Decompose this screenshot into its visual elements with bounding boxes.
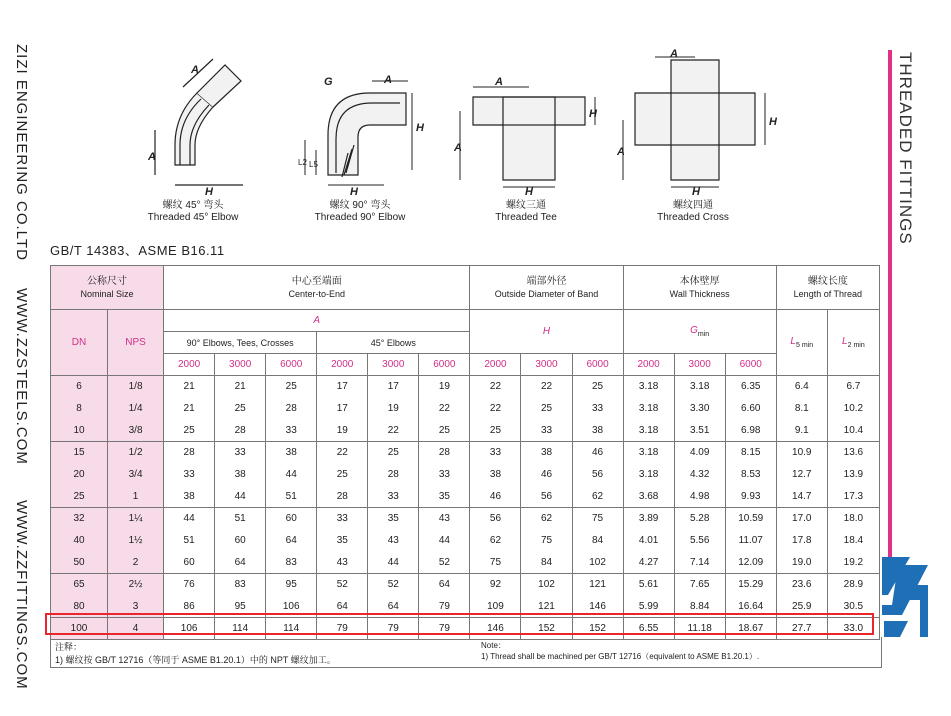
- table-cell: 38: [521, 442, 572, 464]
- table-cell: 38: [215, 464, 266, 486]
- table-cell: 121: [521, 596, 572, 618]
- table-cell: 28: [215, 420, 266, 442]
- table-cell: 19: [419, 376, 470, 398]
- elbows-45-header: 45° Elbows: [317, 332, 470, 354]
- table-cell: 33: [215, 442, 266, 464]
- table-cell: 3.18: [623, 420, 674, 442]
- website-steels-vertical: WWW.ZZSTEELS.COM: [13, 288, 30, 465]
- table-cell: 52: [419, 552, 470, 574]
- table-cell: 3.18: [623, 376, 674, 398]
- nps-cell: 1½: [108, 530, 164, 552]
- website-fittings-vertical: WWW.ZZFITTINGS.COM: [13, 500, 30, 690]
- table-row: [51, 398, 880, 420]
- center-to-end-header: [164, 266, 470, 310]
- dn-cell: 65: [51, 574, 108, 596]
- header-en: Nominal Size: [80, 288, 134, 299]
- table-cell: 17.8: [776, 530, 827, 552]
- cross-drawing: [615, 45, 785, 198]
- table-cell: 17: [317, 398, 368, 420]
- table-cell: 17.3: [827, 486, 879, 508]
- table-cell: 6.60: [725, 398, 776, 420]
- nps-header: NPS: [108, 310, 164, 376]
- svg-text:H: H: [350, 186, 358, 198]
- table-row: [51, 442, 880, 464]
- table-cell: 35: [317, 530, 368, 552]
- table-cell: 60: [164, 552, 215, 574]
- table-row: [51, 486, 880, 508]
- table-cell: 28: [266, 398, 317, 420]
- table-cell: 33: [368, 486, 419, 508]
- table-cell: 62: [572, 486, 623, 508]
- table-cell: 22: [470, 398, 521, 420]
- table-cell: 64: [419, 574, 470, 596]
- caption-elbow-90: [290, 200, 430, 224]
- symbol-g-letter: G: [690, 325, 698, 336]
- table-cell: 56: [470, 508, 521, 530]
- table-row: [51, 464, 880, 486]
- table-cell: 19: [368, 398, 419, 420]
- svg-text:H: H: [769, 116, 777, 128]
- svg-text:A: A: [148, 151, 156, 163]
- table-cell: 7.65: [674, 574, 725, 596]
- table-cell: 10.9: [776, 442, 827, 464]
- note-en: [481, 640, 759, 662]
- header-cn: 螺纹长度: [807, 275, 848, 287]
- table-cell: 79: [368, 618, 419, 640]
- header-cn: 中心至端面: [291, 275, 342, 287]
- table-cell: 10.59: [725, 508, 776, 530]
- table-cell: 102: [521, 574, 572, 596]
- page-title: THREADED FITTINGS: [896, 52, 915, 245]
- table-cell: 10.2: [827, 398, 879, 420]
- svg-text:A: A: [454, 142, 462, 154]
- caption-en: Threaded 90° Elbow: [314, 212, 406, 223]
- table-cell: 4.27: [623, 552, 674, 574]
- nps-cell: 3/8: [108, 420, 164, 442]
- nps-cell: 3/4: [108, 464, 164, 486]
- table-cell: 3.30: [674, 398, 725, 420]
- pressure-class-cell: 3000: [521, 354, 572, 376]
- table-cell: 76: [164, 574, 215, 596]
- company-name-vertical: ZIZI ENGINEERING CO.LTD: [13, 44, 30, 261]
- svg-text:G: G: [324, 76, 333, 88]
- table-cell: 21: [164, 398, 215, 420]
- table-cell: 5.99: [623, 596, 674, 618]
- symbol-g: [623, 310, 776, 354]
- svg-text:A: A: [670, 48, 678, 60]
- table-cell: 114: [266, 618, 317, 640]
- table-cell: 25: [368, 442, 419, 464]
- table-cell: 8.15: [725, 442, 776, 464]
- table-cell: 19.0: [776, 552, 827, 574]
- table-cell: 25: [164, 420, 215, 442]
- svg-text:A: A: [495, 76, 503, 88]
- table-cell: 28: [317, 486, 368, 508]
- pressure-class-cell: 3000: [674, 354, 725, 376]
- note-cn: [55, 640, 336, 666]
- table-cell: 83: [215, 574, 266, 596]
- table-cell: 28: [164, 442, 215, 464]
- table-cell: 146: [572, 596, 623, 618]
- nps-cell: 3: [108, 596, 164, 618]
- symbol-h: H: [470, 310, 623, 354]
- table-cell: 9.1: [776, 420, 827, 442]
- table-cell: 22: [470, 376, 521, 398]
- table-cell: 4.98: [674, 486, 725, 508]
- table-cell: 3.51: [674, 420, 725, 442]
- pressure-class-cell: 2000: [164, 354, 215, 376]
- table-cell: 121: [572, 574, 623, 596]
- table-cell: 52: [317, 574, 368, 596]
- dn-cell: 100: [51, 618, 108, 640]
- svg-text:A: A: [617, 146, 625, 158]
- table-cell: 8.53: [725, 464, 776, 486]
- table-cell: 33: [419, 464, 470, 486]
- table-cell: 12.7: [776, 464, 827, 486]
- table-cell: 51: [164, 530, 215, 552]
- table-cell: 35: [368, 508, 419, 530]
- svg-text:L5: L5: [309, 160, 318, 169]
- svg-text:H: H: [416, 122, 424, 134]
- table-cell: 21: [215, 376, 266, 398]
- header-en: Wall Thickness: [669, 288, 730, 299]
- table-cell: 3.68: [623, 486, 674, 508]
- table-cell: 6.98: [725, 420, 776, 442]
- caption-elbow-45: [123, 200, 263, 224]
- table-cell: 46: [572, 442, 623, 464]
- table-cell: 79: [419, 618, 470, 640]
- table-cell: 109: [470, 596, 521, 618]
- table-cell: 27.7: [776, 618, 827, 640]
- table-row: [51, 530, 880, 552]
- tee-drawing: [454, 45, 605, 198]
- header-en: Length of Thread: [793, 288, 863, 299]
- table-cell: 51: [266, 486, 317, 508]
- caption-tee: [456, 200, 596, 224]
- caption-cn: 螺纹 45° 弯头: [162, 200, 224, 211]
- table-cell: 5.61: [623, 574, 674, 596]
- caption-cn: 螺纹三通: [506, 200, 546, 211]
- svg-text:H: H: [692, 186, 700, 198]
- table-row: [51, 552, 880, 574]
- table-cell: 11.07: [725, 530, 776, 552]
- note-cn-text: 1) 螺纹按 GB/T 12716（等同于 ASME B1.20.1）中的 NPT 螺纹加工。: [55, 655, 336, 665]
- table-cell: 11.18: [674, 618, 725, 640]
- table-cell: 8.1: [776, 398, 827, 420]
- table-cell: 79: [317, 618, 368, 640]
- table-cell: 102: [572, 552, 623, 574]
- table-cell: 25: [419, 420, 470, 442]
- svg-text:H: H: [205, 186, 213, 198]
- pressure-class-cell: 6000: [419, 354, 470, 376]
- table-cell: 28: [368, 464, 419, 486]
- symbol-g-sub: min: [697, 331, 710, 338]
- table-cell: 44: [368, 552, 419, 574]
- dn-cell: 50: [51, 552, 108, 574]
- table-cell: 33: [164, 464, 215, 486]
- table-cell: 19: [317, 420, 368, 442]
- table-cell: 75: [470, 552, 521, 574]
- note-en-text: 1) Thread shall be machined per GB/T 12716（equivalent to ASME B1.20.1）.: [481, 652, 760, 661]
- thread-length-header: [776, 266, 879, 310]
- table-cell: 13.6: [827, 442, 879, 464]
- table-cell: 92: [470, 574, 521, 596]
- table-cell: 46: [470, 486, 521, 508]
- table-cell: 60: [266, 508, 317, 530]
- accent-bar: [888, 50, 892, 565]
- nps-cell: 1/8: [108, 376, 164, 398]
- pressure-class-cell: 6000: [572, 354, 623, 376]
- symbol-l5-letter: L: [790, 336, 796, 347]
- table-cell: 22: [419, 398, 470, 420]
- table-cell: 114: [215, 618, 266, 640]
- table-cell: 30.5: [827, 596, 879, 618]
- table-cell: 62: [470, 530, 521, 552]
- spec-table: [50, 265, 880, 640]
- table-cell: 9.93: [725, 486, 776, 508]
- table-cell: 44: [419, 530, 470, 552]
- table-cell: 6.35: [725, 376, 776, 398]
- symbol-l2-sub: 2 min: [847, 342, 865, 349]
- table-cell: 60: [215, 530, 266, 552]
- table-cell: 25: [521, 398, 572, 420]
- table-cell: 38: [164, 486, 215, 508]
- note-en-title: Note：: [481, 641, 506, 650]
- table-cell: 33: [470, 442, 521, 464]
- table-cell: 3.18: [623, 464, 674, 486]
- pressure-class-cell: 6000: [266, 354, 317, 376]
- caption-cross: [623, 200, 763, 224]
- caption-en: Threaded Cross: [657, 212, 729, 223]
- pressure-class-cell: 2000: [317, 354, 368, 376]
- table-cell: 79: [419, 596, 470, 618]
- table-cell: 44: [266, 464, 317, 486]
- table-cell: 28: [419, 442, 470, 464]
- table-cell: 75: [521, 530, 572, 552]
- table-cell: 64: [368, 596, 419, 618]
- dn-cell: 10: [51, 420, 108, 442]
- symbol-l2-letter: L: [842, 336, 848, 347]
- caption-cn: 螺纹四通: [673, 200, 713, 211]
- elbows-90-header: 90° Elbows, Tees, Crosses: [164, 332, 317, 354]
- caption-en: Threaded Tee: [495, 212, 557, 223]
- svg-text:A: A: [191, 64, 199, 76]
- dn-header: DN: [51, 310, 108, 376]
- table-cell: 17.0: [776, 508, 827, 530]
- table-cell: 35: [419, 486, 470, 508]
- symbol-l5: [776, 310, 827, 376]
- table-cell: 56: [521, 486, 572, 508]
- table-cell: 7.14: [674, 552, 725, 574]
- dn-cell: 8: [51, 398, 108, 420]
- nps-cell: 1/2: [108, 442, 164, 464]
- table-cell: 33: [266, 420, 317, 442]
- table-cell: 33: [317, 508, 368, 530]
- table-cell: 56: [572, 464, 623, 486]
- table-cell: 3.18: [623, 442, 674, 464]
- table-cell: 152: [572, 618, 623, 640]
- table-cell: 4.32: [674, 464, 725, 486]
- header-cn: 端部外径: [526, 275, 567, 287]
- table-cell: 22: [368, 420, 419, 442]
- header-cn: 公称尺寸: [87, 275, 128, 287]
- table-cell: 152: [521, 618, 572, 640]
- table-cell: 3.18: [623, 398, 674, 420]
- nps-cell: 2½: [108, 574, 164, 596]
- table-cell: 25: [266, 376, 317, 398]
- table-cell: 25: [470, 420, 521, 442]
- svg-text:H: H: [589, 108, 597, 120]
- table-cell: 17: [317, 376, 368, 398]
- table-cell: 25.9: [776, 596, 827, 618]
- dn-cell: 15: [51, 442, 108, 464]
- table-cell: 106: [164, 618, 215, 640]
- note-cn-title: 注释：: [55, 642, 83, 652]
- table-cell: 38: [470, 464, 521, 486]
- table-cell: 146: [470, 618, 521, 640]
- table-cell: 84: [572, 530, 623, 552]
- notes-box: [50, 637, 882, 668]
- table-cell: 10.4: [827, 420, 879, 442]
- table-cell: 5.28: [674, 508, 725, 530]
- table-cell: 18.0: [827, 508, 879, 530]
- table-cell: 86: [164, 596, 215, 618]
- elbow-45-drawing: [135, 45, 275, 198]
- table-cell: 51: [215, 508, 266, 530]
- table-cell: 43: [368, 530, 419, 552]
- table-row: [51, 508, 880, 530]
- svg-text:A: A: [384, 74, 392, 86]
- table-cell: 95: [266, 574, 317, 596]
- table-cell: 21: [164, 376, 215, 398]
- nps-cell: 2: [108, 552, 164, 574]
- dn-cell: 80: [51, 596, 108, 618]
- header-en: Center-to-End: [288, 288, 346, 299]
- standard-reference: GB/T 14383、ASME B16.11: [50, 243, 225, 258]
- table-cell: 64: [215, 552, 266, 574]
- table-cell: 64: [317, 596, 368, 618]
- header-row-2: [51, 310, 880, 332]
- nps-cell: 1¼: [108, 508, 164, 530]
- table-cell: 46: [521, 464, 572, 486]
- table-cell: 5.56: [674, 530, 725, 552]
- table-cell: 28.9: [827, 574, 879, 596]
- outside-diameter-header: [470, 266, 623, 310]
- table-cell: 44: [215, 486, 266, 508]
- dn-cell: 6: [51, 376, 108, 398]
- table-cell: 83: [266, 552, 317, 574]
- table-cell: 17: [368, 376, 419, 398]
- table-cell: 4.01: [623, 530, 674, 552]
- elbow-90-drawing: [298, 45, 450, 198]
- table-cell: 43: [419, 508, 470, 530]
- table-cell: 3.18: [674, 376, 725, 398]
- table-cell: 64: [266, 530, 317, 552]
- table-cell: 22: [521, 376, 572, 398]
- table-cell: 84: [521, 552, 572, 574]
- dn-cell: 25: [51, 486, 108, 508]
- header-cn: 本体壁厚: [679, 275, 720, 287]
- caption-cn: 螺纹 90° 弯头: [329, 200, 391, 211]
- table-cell: 6.7: [827, 376, 879, 398]
- table-cell: 22: [317, 442, 368, 464]
- table-cell: 33: [521, 420, 572, 442]
- table-cell: 106: [266, 596, 317, 618]
- table-cell: 95: [215, 596, 266, 618]
- table-row: [51, 574, 880, 596]
- table-cell: 52: [368, 574, 419, 596]
- table-cell: 33.0: [827, 618, 879, 640]
- table-cell: 38: [572, 420, 623, 442]
- table-cell: 15.29: [725, 574, 776, 596]
- symbol-a: A: [164, 310, 470, 332]
- table-cell: 75: [572, 508, 623, 530]
- zz-logo-icon: [880, 555, 930, 640]
- spec-table-body: [51, 376, 880, 640]
- svg-text:H: H: [525, 186, 533, 198]
- nps-cell: 4: [108, 618, 164, 640]
- table-cell: 6.55: [623, 618, 674, 640]
- table-cell: 25: [572, 376, 623, 398]
- table-cell: 6.4: [776, 376, 827, 398]
- wall-thickness-header: [623, 266, 776, 310]
- table-cell: 62: [521, 508, 572, 530]
- header-row-1: [51, 266, 880, 310]
- table-cell: 16.64: [725, 596, 776, 618]
- header-en: Outside Diameter of Band: [494, 288, 599, 299]
- dn-cell: 40: [51, 530, 108, 552]
- highlighted-row-frame: [45, 613, 874, 635]
- dn-cell: 20: [51, 464, 108, 486]
- pressure-class-cell: 3000: [368, 354, 419, 376]
- table-row: [51, 376, 880, 398]
- pressure-class-cell: 2000: [470, 354, 521, 376]
- table-cell: 43: [317, 552, 368, 574]
- table-cell: 23.6: [776, 574, 827, 596]
- table-cell: 18.67: [725, 618, 776, 640]
- symbol-l5-sub: 5 min: [795, 342, 814, 349]
- nps-cell: 1/4: [108, 398, 164, 420]
- pressure-class-row: [51, 354, 880, 376]
- table-cell: 33: [572, 398, 623, 420]
- svg-text:L2: L2: [298, 158, 307, 167]
- pressure-class-cell: 6000: [725, 354, 776, 376]
- pressure-class-cell: 2000: [623, 354, 674, 376]
- table-cell: 12.09: [725, 552, 776, 574]
- table-cell: 13.9: [827, 464, 879, 486]
- nps-cell: 1: [108, 486, 164, 508]
- table-cell: 3.89: [623, 508, 674, 530]
- table-cell: 44: [164, 508, 215, 530]
- nominal-size-header: [51, 266, 164, 310]
- table-cell: 18.4: [827, 530, 879, 552]
- table-cell: 4.09: [674, 442, 725, 464]
- pressure-class-cell: 3000: [215, 354, 266, 376]
- table-cell: 38: [266, 442, 317, 464]
- table-cell: 25: [317, 464, 368, 486]
- table-cell: 25: [215, 398, 266, 420]
- dn-cell: 32: [51, 508, 108, 530]
- table-cell: 8.84: [674, 596, 725, 618]
- table-cell: 19.2: [827, 552, 879, 574]
- caption-en: Threaded 45° Elbow: [147, 212, 239, 223]
- table-cell: 14.7: [776, 486, 827, 508]
- symbol-l2: [827, 310, 879, 376]
- table-row: [51, 420, 880, 442]
